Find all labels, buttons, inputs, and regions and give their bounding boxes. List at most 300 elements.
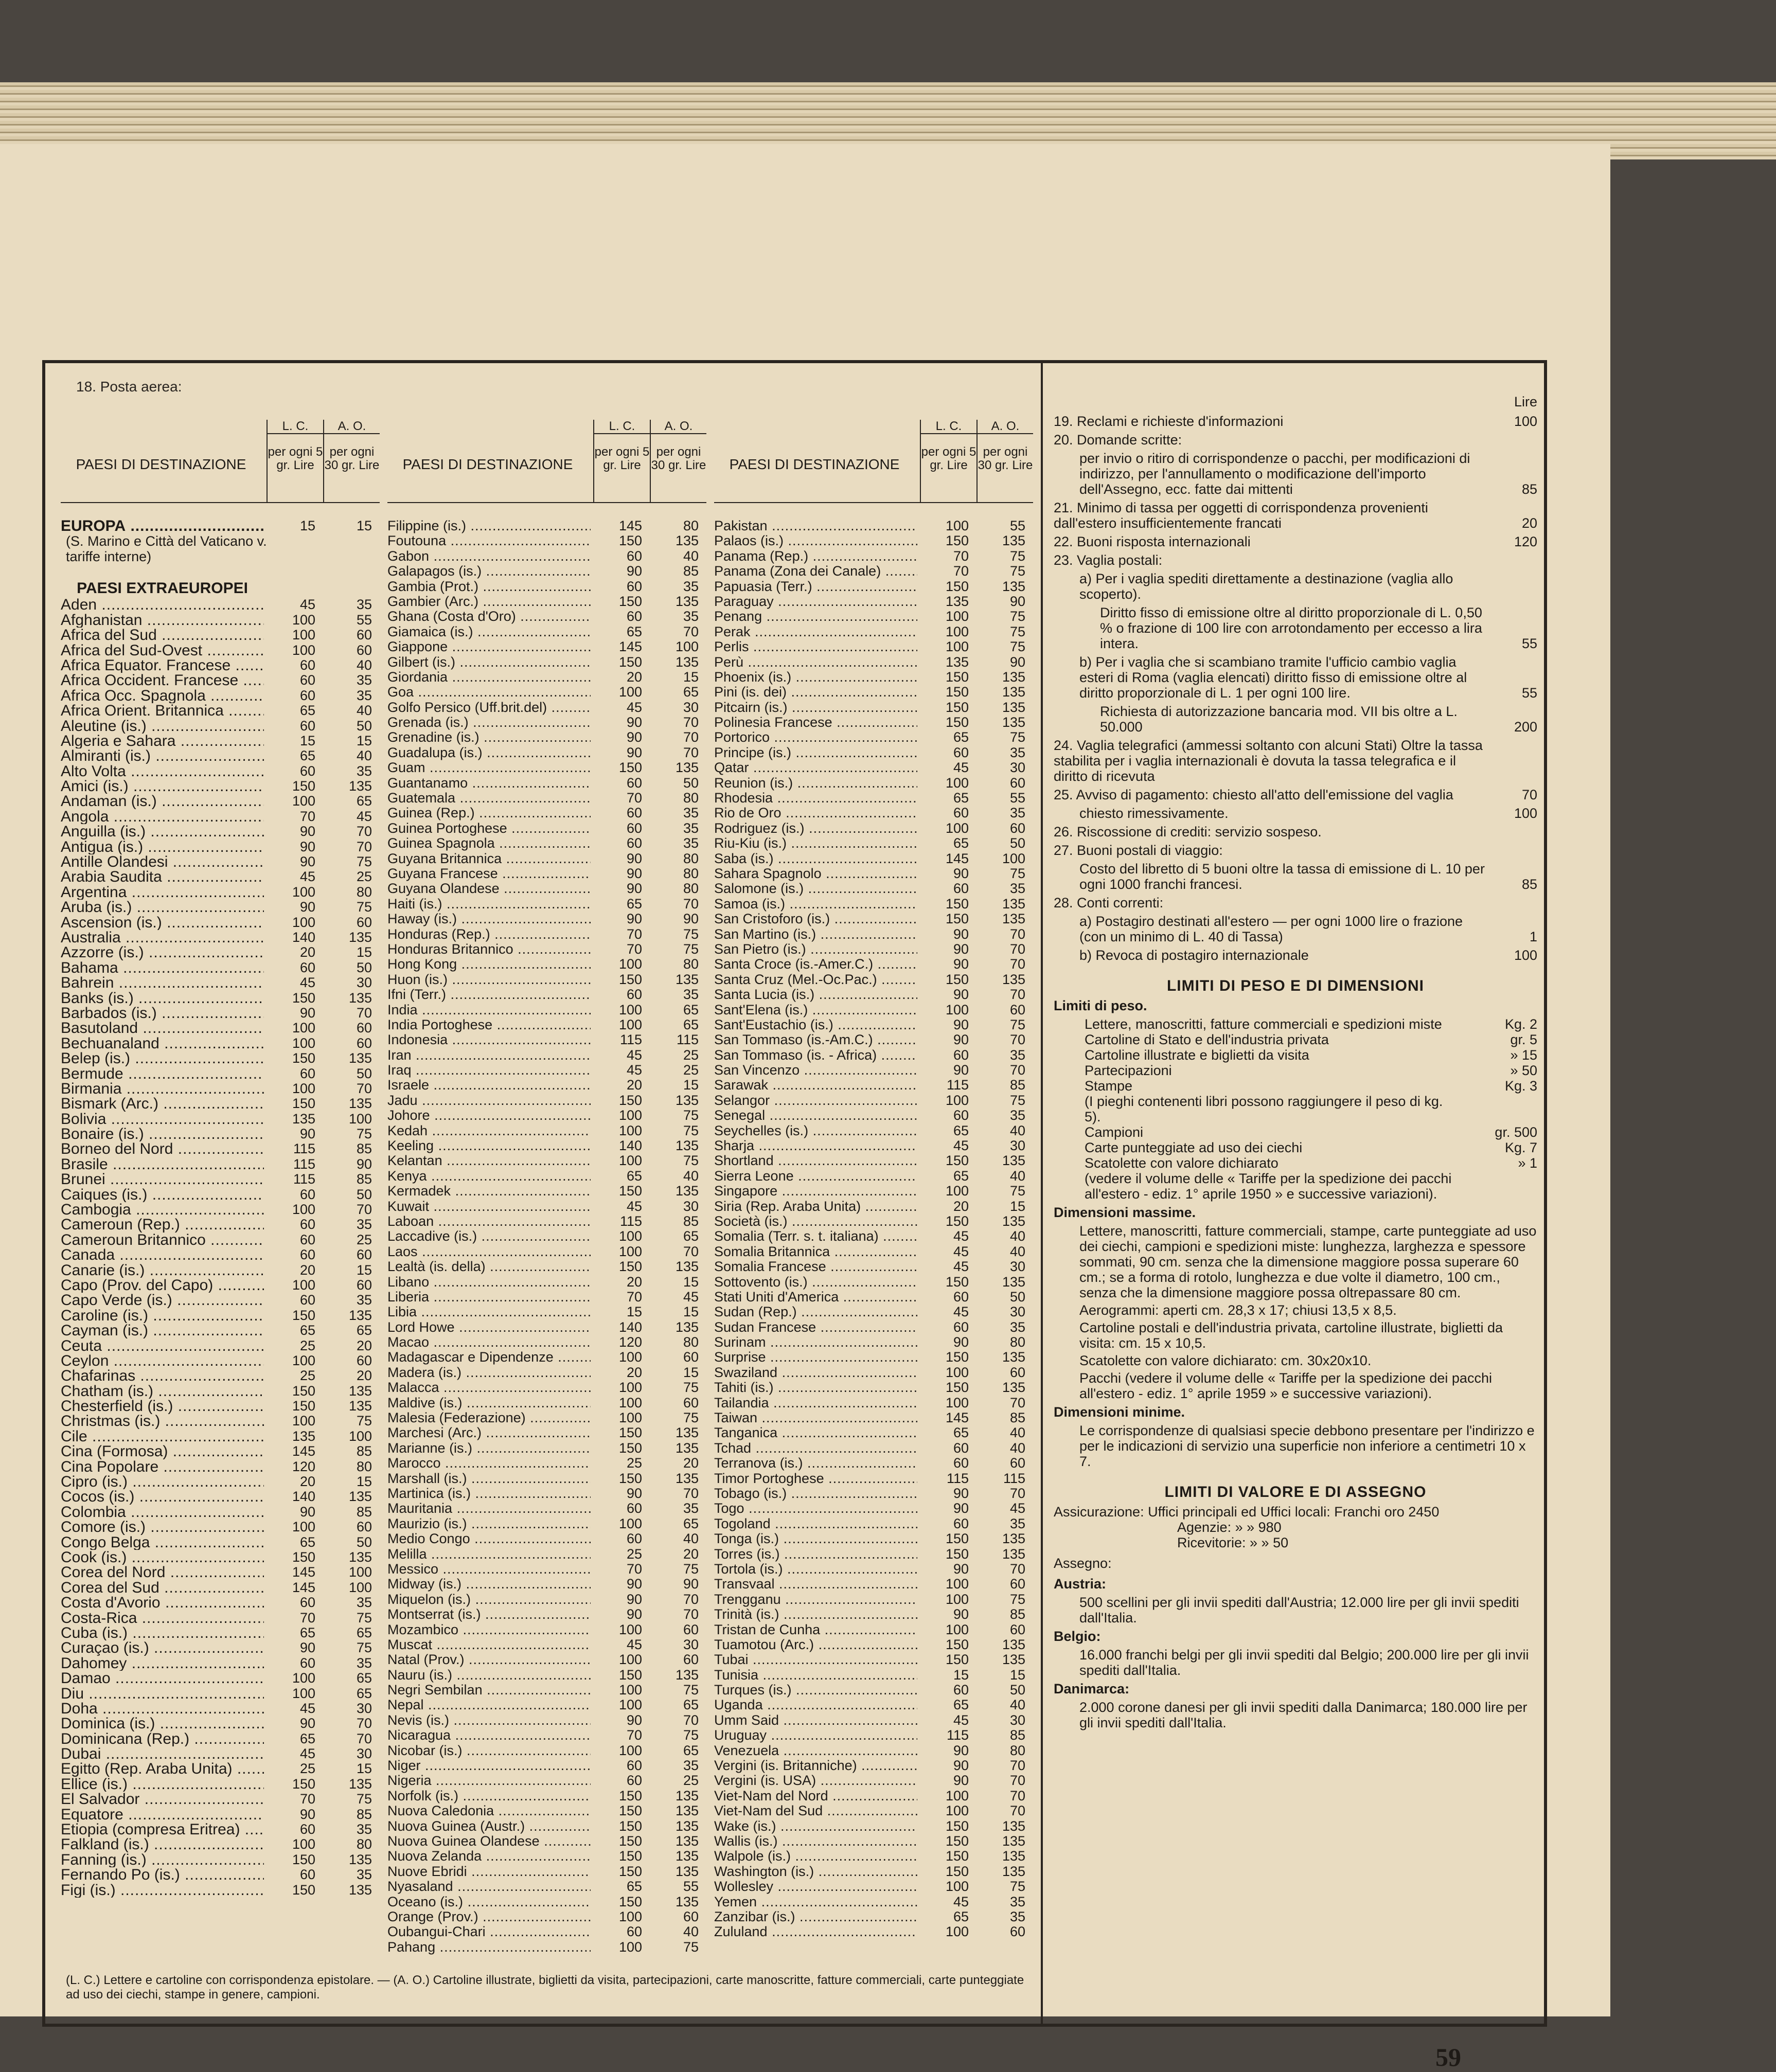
country-row	[387, 1169, 706, 1184]
country-row	[387, 1229, 706, 1244]
fee-amount: 200	[1514, 719, 1537, 735]
country-name: Nevis (is.) .....	[387, 1713, 591, 1728]
country-row	[714, 1879, 1033, 1894]
country-row	[61, 1550, 380, 1565]
ao-rate: 60	[683, 1652, 699, 1668]
country-row	[714, 1410, 1033, 1425]
lc-rate: 100	[945, 1002, 969, 1017]
country-row	[61, 734, 380, 748]
country-name: Chatham (is.) .....	[61, 1384, 264, 1399]
country-name: Togoland .....	[714, 1516, 917, 1531]
country-name: Wake (is.) .....	[714, 1819, 917, 1834]
country-name: San Pietro (is.) .....	[714, 942, 917, 957]
lc-rate: 150	[945, 911, 969, 927]
ao-rate: 20	[683, 1455, 699, 1471]
valore-title: LIMITI DI VALORE E DI ASSEGNO	[1164, 1484, 1427, 1501]
fee-text: 23. Vaglia postali:	[1054, 552, 1163, 568]
ao-rate: 135	[675, 1894, 699, 1909]
country-row	[387, 1607, 706, 1622]
fee-amount: 120	[1514, 534, 1537, 549]
country-name: San Vincenzo .....	[714, 1063, 917, 1078]
country-name: Guyana Francese .....	[387, 866, 591, 881]
lc-rate: 150	[945, 699, 969, 715]
country-column-3	[714, 420, 1033, 1940]
country-row	[714, 1275, 1033, 1290]
country-name: Transvaal .....	[714, 1577, 917, 1592]
lc-rate: 70	[626, 1561, 642, 1577]
country-row	[387, 1199, 706, 1214]
lc-rate: 90	[953, 941, 969, 957]
lc-rate: 70	[626, 941, 642, 957]
country-name: Samoa (is.) .....	[714, 897, 917, 912]
ao-rate: 70	[683, 1486, 699, 1501]
lc-rate: 65	[626, 896, 642, 912]
country-row	[714, 1078, 1033, 1093]
country-row	[387, 836, 706, 851]
lc-rate: 60	[953, 1440, 969, 1456]
country-name: Norfolk (is.) .....	[387, 1789, 591, 1803]
lc-rate: 90	[953, 1486, 969, 1501]
ao-rate: 35	[356, 597, 372, 613]
ao-rate: 65	[356, 1624, 372, 1640]
lc-rate: 90	[299, 1504, 315, 1520]
lc-rate: 90	[953, 865, 969, 881]
country-row	[714, 670, 1033, 685]
ao-rate: 100	[348, 1564, 372, 1580]
country-name: Sant'Eustachio (is.) .....	[714, 1017, 917, 1032]
lc-rate: 90	[626, 563, 642, 579]
country-name: Nuova Guinea (Austr.) .....	[387, 1819, 591, 1834]
country-name: Kenya .....	[387, 1169, 591, 1184]
ao-rate: 35	[1009, 881, 1025, 897]
header-ao: A. O. per ogni 30 gr. Lire	[323, 420, 380, 502]
header-destination: PAESI DI DESTINAZIONE	[76, 456, 246, 472]
country-row	[387, 1864, 706, 1879]
lc-rate: 65	[953, 1122, 969, 1138]
country-name: Tailandia .....	[714, 1396, 917, 1410]
country-name: Anguilla (is.) .....	[61, 824, 264, 839]
country-name: Sudan (Rep.) .....	[714, 1305, 917, 1319]
country-row	[387, 1259, 706, 1274]
lc-rate: 150	[945, 1153, 969, 1169]
ao-rate: 135	[675, 1863, 699, 1879]
ao-rate: 15	[683, 1304, 699, 1320]
country-row	[61, 1837, 380, 1852]
country-row	[714, 1290, 1033, 1305]
ao-rate: 75	[683, 1122, 699, 1138]
country-row	[61, 1459, 380, 1474]
ao-rate: 80	[356, 1458, 372, 1474]
country-name: Damao .....	[61, 1671, 264, 1686]
ao-rate: 80	[1009, 1742, 1025, 1758]
country-row	[61, 1051, 380, 1066]
lc-rate: 150	[945, 1546, 969, 1562]
country-name: Giamaica (is.) .....	[387, 624, 591, 639]
lc-rate: 150	[945, 1863, 969, 1879]
country-name: Guantanamo .....	[387, 776, 591, 791]
country-row	[387, 1078, 706, 1093]
fee-item	[1054, 534, 1537, 549]
ao-rate: 20	[356, 1368, 372, 1384]
lc-rate: 65	[626, 1168, 642, 1184]
lc-rate: 150	[618, 1788, 642, 1803]
ao-rate: 40	[1009, 1243, 1025, 1259]
fee-item	[1054, 948, 1537, 963]
country-row	[387, 791, 706, 806]
country-row	[387, 745, 706, 760]
country-name: Maurizio (is.) .....	[387, 1516, 591, 1531]
lc-rate: 135	[945, 593, 969, 609]
country-name: Aruba (is.) .....	[61, 900, 264, 915]
ao-rate: 50	[1009, 835, 1025, 851]
country-name: Messico .....	[387, 1562, 591, 1577]
ao-rate: 90	[683, 1576, 699, 1592]
country-column-2	[387, 420, 706, 1955]
country-name: Caroline (is.) .....	[61, 1308, 264, 1323]
ao-rate: 65	[356, 1670, 372, 1686]
assicurazione: Assicurazione: Uffici principali ed Uffici locali: Franchi oro 2450	[1054, 1504, 1440, 1520]
europa-note: (S. Marino e Città del Vaticano v. tariffe interne)	[66, 533, 267, 565]
country-name: Walpole (is.) .....	[714, 1849, 917, 1864]
country-row	[387, 1425, 706, 1440]
country-name: Honduras Britannico .....	[387, 942, 591, 957]
country-name: Sottovento (is.) .....	[714, 1275, 917, 1290]
country-row	[387, 1335, 706, 1350]
ao-rate: 25	[356, 869, 372, 885]
country-name: Fernando Po (is.) .....	[61, 1867, 264, 1882]
ao-rate: 55	[683, 1879, 699, 1895]
ao-rate: 75	[683, 1153, 699, 1169]
ao-rate: 80	[356, 1836, 372, 1852]
country-name: Israele .....	[387, 1078, 591, 1093]
country-name: Africa Occident. Francese .....	[61, 673, 264, 688]
country-name: Haiti (is.) .....	[387, 897, 591, 912]
lc-rate: 150	[292, 1096, 315, 1112]
lc-rate: 145	[292, 1564, 315, 1580]
country-row	[61, 643, 380, 658]
country-name: Oubangui-Chari .....	[387, 1924, 591, 1939]
lc-rate: 150	[945, 1274, 969, 1290]
country-name: Somalia Britannica .....	[714, 1244, 917, 1259]
country-name: Medio Congo .....	[387, 1531, 591, 1546]
peso-text: (I pieghi contenenti libri possono raggiungere il peso di kg. 5).	[1085, 1094, 1443, 1124]
country-name: Cambogia .....	[61, 1202, 264, 1217]
fee-item	[1054, 552, 1537, 568]
lc-rate: 15	[626, 1304, 642, 1320]
country-row	[61, 1233, 380, 1247]
country-row	[714, 1668, 1033, 1683]
ao-rate: 135	[675, 1788, 699, 1803]
country-name: Taiwan .....	[714, 1410, 917, 1425]
country-row	[61, 975, 380, 990]
lc-rate: 25	[299, 1761, 315, 1777]
country-name: Oceano (is.) .....	[387, 1895, 591, 1909]
country-row	[714, 1108, 1033, 1123]
country-name: Cile .....	[61, 1429, 264, 1444]
lc-rate: 145	[618, 639, 642, 655]
country-name: Tristan de Cunha .....	[714, 1622, 917, 1637]
country-name: Nuova Caledonia .....	[387, 1803, 591, 1818]
ao-rate: 135	[1002, 1863, 1025, 1879]
country-name: Ascension (is.) .....	[61, 915, 264, 930]
ao-rate: 50	[356, 959, 372, 975]
country-name: Melilla .....	[387, 1547, 591, 1562]
lc-rate: 100	[618, 956, 642, 972]
country-row	[387, 1305, 706, 1319]
ao-rate: 85	[356, 1504, 372, 1520]
ao-rate: 35	[356, 687, 372, 703]
country-row	[387, 533, 706, 548]
country-row	[714, 1592, 1033, 1607]
peso-item	[1054, 1140, 1537, 1155]
country-name: Capo (Prov. del Capo) .....	[61, 1278, 264, 1293]
country-row	[387, 639, 706, 654]
ao-rate: 30	[356, 1746, 372, 1762]
country-name: Mauritania .....	[387, 1501, 591, 1516]
lc-rate: 90	[953, 1773, 969, 1789]
country-name: Guyana Olandese .....	[387, 881, 591, 896]
lc-rate: 60	[299, 1821, 315, 1837]
ao-rate: 70	[683, 715, 699, 730]
country-row	[61, 945, 380, 960]
fee-text: 25. Avviso di pagamento: chiesto all'atto dell'emissione del vaglia	[1054, 787, 1453, 802]
peso-text: (vedere il volume delle « Tariffe per la spedizione dei pacchi all'estero - ediz. 1° aprile 1950 » e successive variazioni).	[1085, 1171, 1452, 1202]
country-row	[387, 624, 706, 639]
ao-rate: 135	[1002, 684, 1025, 700]
extraeuropei-label: PAESI EXTRAEUROPEI	[77, 580, 248, 597]
country-row	[714, 1259, 1033, 1274]
country-row	[61, 1308, 380, 1323]
fee-text: 20. Domande scritte:	[1054, 432, 1182, 448]
country-row	[714, 1032, 1033, 1047]
lc-rate: 60	[953, 1319, 969, 1335]
ao-rate: 60	[1009, 775, 1025, 791]
lc-rate: 90	[626, 865, 642, 881]
country-name: Saba (is.) .....	[714, 851, 917, 866]
country-name: Martinica (is.) .....	[387, 1486, 591, 1501]
country-name: Montserrat (is.) .....	[387, 1607, 591, 1622]
lc-rate: 100	[618, 1652, 642, 1668]
lc-rate: 100	[945, 518, 969, 533]
country-name: Perak .....	[714, 624, 917, 639]
ao-rate: 75	[1009, 639, 1025, 655]
country-row	[387, 1048, 706, 1063]
country-name: Basutoland .....	[61, 1021, 264, 1035]
ao-rate: 35	[1009, 805, 1025, 821]
fee-amount: 1	[1529, 929, 1537, 944]
ao-rate: 20	[356, 1337, 372, 1353]
country-name: Falkland (is.) .....	[61, 1837, 264, 1852]
country-name: Sharja .....	[714, 1138, 917, 1153]
ao-rate: 75	[1009, 548, 1025, 564]
lc-rate: 115	[946, 1727, 969, 1743]
country-row	[714, 700, 1033, 715]
country-name: Dahomey .....	[61, 1656, 264, 1671]
lc-rate: 90	[953, 1606, 969, 1622]
lc-rate: 115	[619, 1213, 642, 1229]
country-row	[714, 715, 1033, 730]
country-row	[61, 824, 380, 839]
lc-rate: 20	[626, 1077, 642, 1093]
country-name: Papuasia (Terr.) .....	[714, 579, 917, 594]
lc-rate: 90	[299, 838, 315, 854]
country-row	[61, 1761, 380, 1776]
lc-rate: 145	[292, 1443, 315, 1459]
country-row	[387, 987, 706, 1002]
ao-rate: 25	[683, 1062, 699, 1078]
lc-rate: 150	[945, 578, 969, 594]
fee-text: 27. Buoni postali di viaggio:	[1054, 843, 1223, 858]
lc-rate: 145	[945, 1410, 969, 1426]
country-row	[714, 897, 1033, 912]
country-name: Togo .....	[714, 1501, 917, 1516]
fee-item	[1054, 432, 1537, 448]
lc-rate: 100	[618, 1682, 642, 1698]
country-row	[61, 1217, 380, 1232]
country-row	[714, 1486, 1033, 1501]
country-row	[61, 1656, 380, 1671]
lc-rate: 100	[945, 639, 969, 655]
ao-rate: 135	[1002, 1213, 1025, 1229]
lc-rate: 100	[292, 1836, 315, 1852]
country-row	[61, 1353, 380, 1368]
ao-rate: 35	[1009, 1047, 1025, 1063]
lc-rate: 90	[299, 1005, 315, 1021]
country-name: Antigua (is.) .....	[61, 839, 264, 854]
lc-rate: 100	[618, 1515, 642, 1531]
country-row	[61, 869, 380, 884]
ao-rate: 40	[1009, 1168, 1025, 1184]
ao-rate: 40	[683, 1531, 699, 1547]
country-name: Cook (is.) .....	[61, 1550, 264, 1565]
ao-rate: 70	[356, 1730, 372, 1746]
country-row	[714, 942, 1033, 957]
country-row	[387, 1683, 706, 1698]
country-name: Wollesley .....	[714, 1879, 917, 1894]
lc-rate: 90	[953, 956, 969, 972]
lc-rate: 150	[945, 669, 969, 685]
country-name: Cuba (is.) .....	[61, 1626, 264, 1640]
lc-rate: 90	[626, 1486, 642, 1501]
lc-rate: 60	[299, 687, 315, 703]
lc-rate: 100	[618, 1016, 642, 1032]
country-row	[714, 1683, 1033, 1698]
country-name: Grenadine (is.) .....	[387, 730, 591, 745]
ao-rate: 15	[1009, 1198, 1025, 1214]
fee-amount: 55	[1521, 636, 1537, 651]
lc-rate: 100	[618, 1108, 642, 1123]
ao-rate: 135	[1002, 971, 1025, 987]
fee-item	[1054, 571, 1537, 602]
ao-rate: 85	[356, 1171, 372, 1187]
lc-rate: 60	[299, 1186, 315, 1202]
ao-rate: 65	[683, 684, 699, 700]
country-name: Fanning (is.) .....	[61, 1852, 264, 1867]
ao-rate: 70	[1009, 987, 1025, 1003]
lc-rate: 25	[626, 1546, 642, 1562]
country-name: Andaman (is.) .....	[61, 794, 264, 809]
country-name: Gambier (Arc.) .....	[387, 594, 591, 609]
ao-rate: 70	[683, 729, 699, 745]
lc-rate: 45	[299, 975, 315, 991]
country-row	[714, 1396, 1033, 1410]
ao-rate: 75	[356, 899, 372, 915]
country-row	[387, 1743, 706, 1758]
ao-rate: 50	[356, 718, 372, 734]
ao-rate: 15	[356, 1761, 372, 1777]
limiti-title: LIMITI DI PESO E DI DIMENSIONI	[1166, 977, 1425, 994]
lc-rate: 60	[953, 1108, 969, 1123]
ao-rate: 135	[1002, 911, 1025, 927]
fee-items	[1054, 414, 1537, 963]
country-row	[387, 972, 706, 987]
ao-rate: 40	[683, 548, 699, 564]
country-name: Guinea Spagnola .....	[387, 836, 591, 851]
ao-rate: 70	[1009, 1561, 1025, 1577]
peso-list	[1054, 1016, 1537, 1202]
country-row	[714, 745, 1033, 760]
ao-rate: 135	[348, 1050, 372, 1066]
ao-rate: 20	[683, 1546, 699, 1562]
lc-rate: 60	[953, 744, 969, 760]
peso-item	[1054, 1171, 1537, 1202]
ao-rate: 15	[356, 733, 372, 748]
peso-text: Partecipazioni	[1085, 1063, 1172, 1078]
country-name: Laccadive (is.) .....	[387, 1229, 591, 1244]
country-row	[387, 1184, 706, 1199]
ao-rate: 75	[356, 1126, 372, 1142]
peso-item	[1054, 1155, 1537, 1171]
lc-rate: 15	[953, 1667, 969, 1683]
country-row	[387, 1471, 706, 1486]
country-name: Keeling .....	[387, 1138, 591, 1153]
ao-rate: 60	[1009, 1002, 1025, 1017]
lc-rate: 65	[953, 790, 969, 806]
country-name: Marshall (is.) .....	[387, 1471, 591, 1486]
lc-rate: 70	[953, 548, 969, 564]
country-name: Salomone (is.) .....	[714, 881, 917, 896]
country-name: Perlis .....	[714, 639, 917, 654]
lc-rate: 100	[945, 1879, 969, 1895]
ao-rate: 85	[356, 1443, 372, 1459]
lc-rate: 90	[953, 1032, 969, 1048]
country-name: Riu-Kiu (is.) .....	[714, 836, 917, 851]
fee-amount: 85	[1521, 877, 1537, 892]
lc-rate: 150	[618, 971, 642, 987]
country-row	[387, 821, 706, 836]
peso-weight: Kg. 3	[1504, 1078, 1537, 1094]
lc-rate: 65	[953, 1168, 969, 1184]
ao-rate: 135	[1002, 1349, 1025, 1365]
lc-rate: 90	[299, 899, 315, 915]
lc-rate: 65	[299, 1534, 315, 1550]
country-row	[387, 670, 706, 685]
country-row	[61, 1686, 380, 1701]
ao-rate: 50	[356, 1186, 372, 1202]
lc-rate: 100	[618, 1908, 642, 1924]
country-row	[61, 1066, 380, 1081]
country-row	[387, 609, 706, 624]
country-name: Johore .....	[387, 1108, 591, 1123]
country-row	[714, 1819, 1033, 1834]
country-name: Malesia (Federazione) .....	[387, 1410, 591, 1425]
country-row	[714, 1652, 1033, 1667]
country-row	[61, 1867, 380, 1882]
country-name: Niger .....	[387, 1758, 591, 1773]
belgio-text: 16.000 franchi belgi per gli invii spediti dal Belgio; 200.000 lire per gli invii spediti dall'Italia.	[1079, 1647, 1529, 1678]
dim-max-list	[1054, 1223, 1537, 1401]
assegno-label: Assegno:	[1054, 1556, 1112, 1571]
